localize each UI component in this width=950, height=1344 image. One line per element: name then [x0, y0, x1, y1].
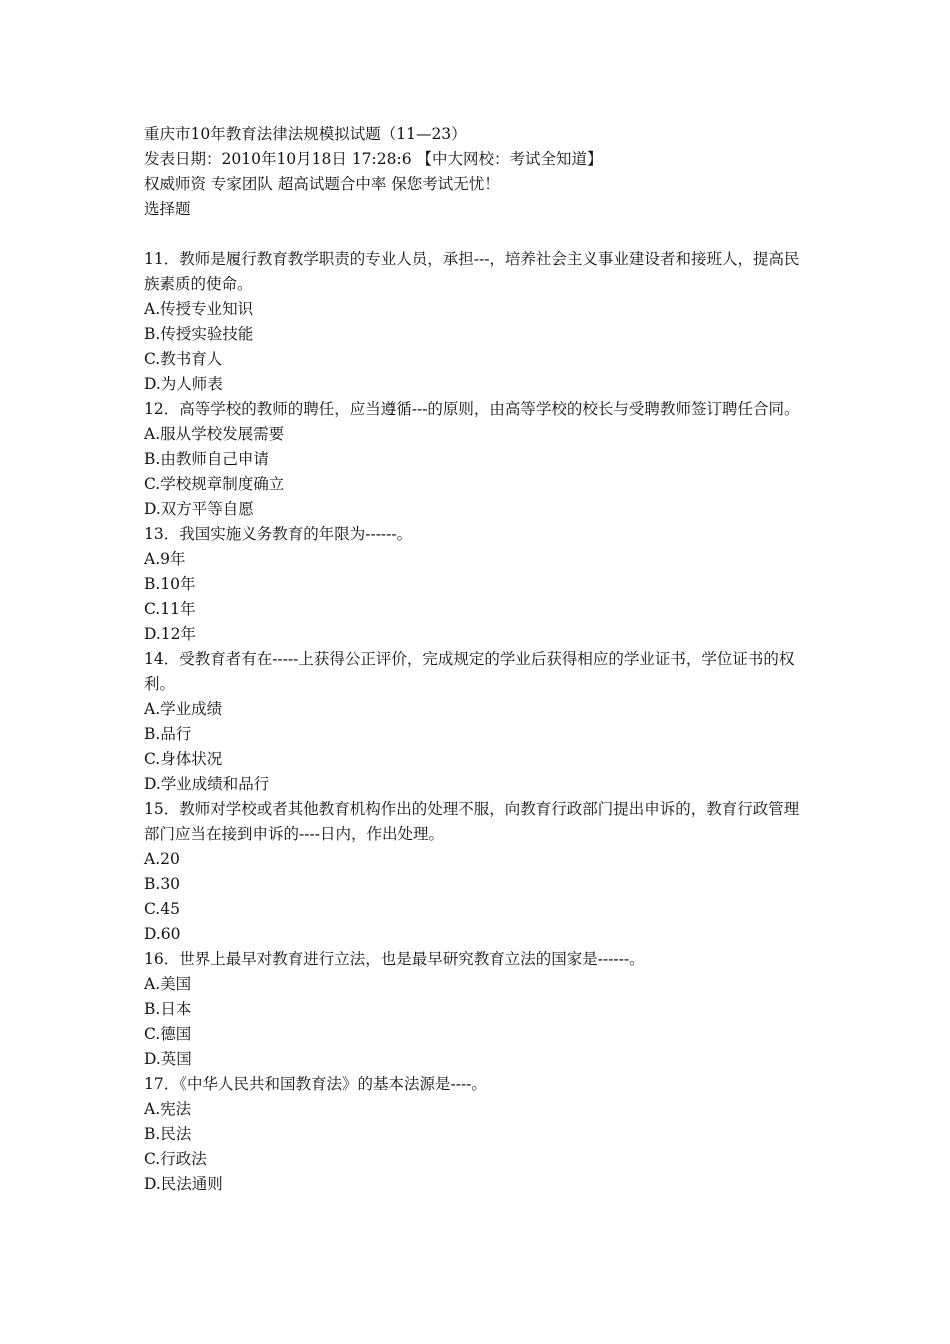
document-page: [144, 122, 814, 1197]
question-block: [144, 647, 814, 797]
answer-option: A.服从学校发展需要: [144, 425, 285, 443]
slogan-line: 权威师资 专家团队 超高试题合中率 保您考试无忧！: [144, 175, 500, 193]
question-stem: 15．教师对学校或者其他教育机构作出的处理不服，向教育行政部门提出申诉的，教育行政管理部门应当在接到申诉的----日内，作出处理。: [144, 800, 800, 843]
answer-option: B.由教师自己申请: [144, 450, 269, 468]
answer-option: C.教书育人: [144, 350, 223, 368]
answer-option: A.20: [144, 850, 180, 868]
question-stem: 12．高等学校的教师的聘任，应当遵循---的原则，由高等学校的校长与受聘教师签订聘任合同。: [144, 400, 800, 418]
answer-option: A.学业成绩: [144, 700, 223, 718]
answer-option: C.行政法: [144, 1150, 207, 1168]
answer-option: D.12年: [144, 625, 197, 643]
answer-option: C.11年: [144, 600, 196, 618]
question-stem: 17．《中华人民共和国教育法》的基本法源是----。: [144, 1075, 487, 1093]
question-block: [144, 397, 814, 522]
question-stem: 16．世界上最早对教育进行立法，也是最早研究教育立法的国家是------。: [144, 950, 645, 968]
answer-option: D.60: [144, 925, 181, 943]
answer-option: C.学校规章制度确立: [144, 475, 285, 493]
answer-option: A.宪法: [144, 1100, 192, 1118]
publish-date-line: 发表日期：2010年10月18日 17:28:6 【中大网校：考试全知道】: [144, 150, 603, 168]
question-stem: 13．我国实施义务教育的年限为------。: [144, 525, 413, 543]
question-list: [144, 247, 814, 1197]
question-block: [144, 522, 814, 647]
answer-option: D.学业成绩和品行: [144, 775, 270, 793]
question-block: [144, 247, 814, 397]
answer-option: B.10年: [144, 575, 196, 593]
question-stem: 14．受教育者有在-----上获得公正评价，完成规定的学业后获得相应的学业证书，学位证书的权利。: [144, 650, 795, 693]
section-heading: 选择题: [144, 200, 191, 218]
answer-option: B.日本: [144, 1000, 192, 1018]
question-stem: 11．教师是履行教育教学职责的专业人员，承担---，培养社会主义事业建设者和接班人，提高民族素质的使命。: [144, 250, 800, 293]
answer-option: C.45: [144, 900, 180, 918]
answer-option: A.9年: [144, 550, 186, 568]
answer-option: B.品行: [144, 725, 192, 743]
answer-option: A.传授专业知识: [144, 300, 254, 318]
answer-option: B.传授实验技能: [144, 325, 254, 343]
question-block: [144, 797, 814, 947]
blank-line: [144, 222, 814, 247]
question-block: [144, 947, 814, 1072]
document-title: 重庆市10年教育法律法规模拟试题（11—23）: [144, 125, 467, 143]
answer-option: B.民法: [144, 1125, 192, 1143]
answer-option: D.英国: [144, 1050, 192, 1068]
answer-option: C.身体状况: [144, 750, 223, 768]
answer-option: D.双方平等自愿: [144, 500, 254, 518]
answer-option: B.30: [144, 875, 181, 893]
answer-option: D.民法通则: [144, 1175, 223, 1193]
answer-option: C.德国: [144, 1025, 192, 1043]
answer-option: A.美国: [144, 975, 192, 993]
answer-option: D.为人师表: [144, 375, 223, 393]
question-block: [144, 1072, 814, 1197]
